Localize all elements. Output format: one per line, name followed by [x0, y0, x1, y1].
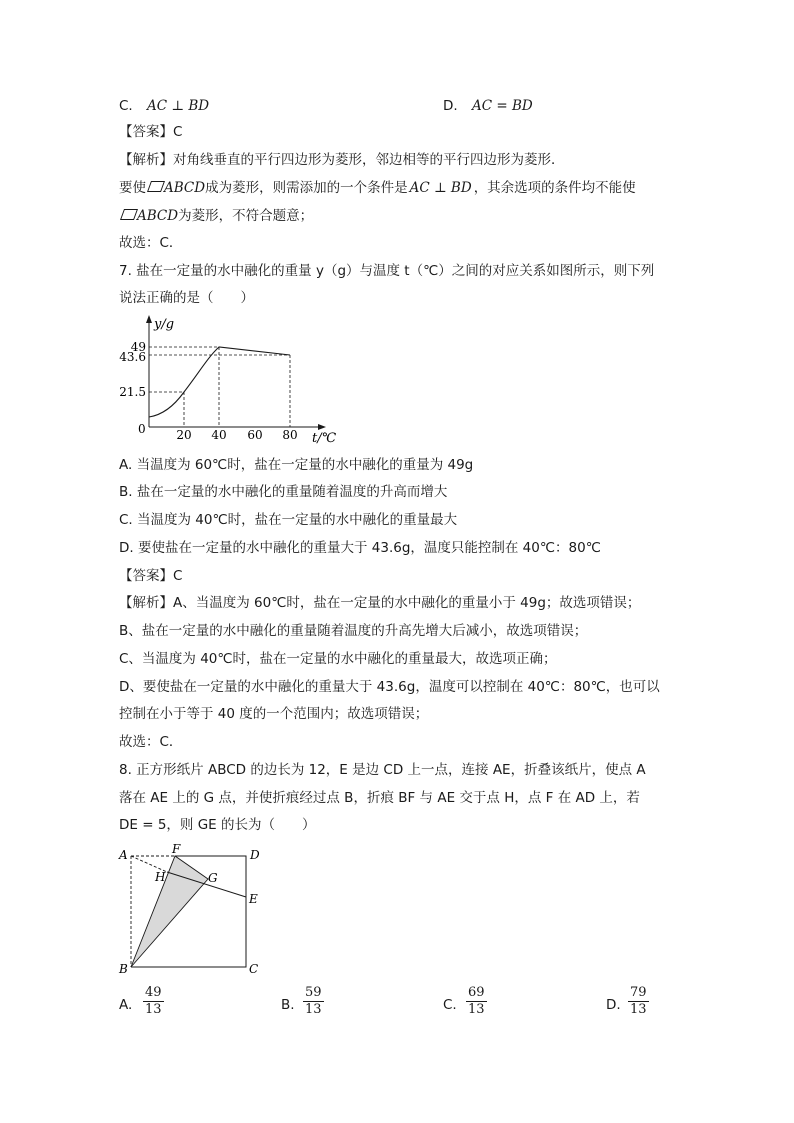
- denominator: 13: [468, 1002, 485, 1017]
- origin-label: 0: [138, 422, 146, 436]
- q7-graph: [118, 312, 348, 446]
- text-run: 为菱形，不符合题意；: [178, 208, 314, 224]
- text-run: ABCD: [164, 180, 206, 196]
- q8-stem-line-1: 8. 正方形纸片 ABCD 的边长为 12，E 是边 CD 上一点，连接 AE，折叠该纸片，使点 A: [119, 762, 646, 778]
- q6-analysis-line-3: [119, 206, 313, 226]
- q7-stem-line-2: 说法正确的是（ ）: [119, 290, 254, 306]
- q7-analysis-line-4: D、要使盐在一定量的水中融化的重量大于 43.6g，温度可以控制在 40℃：80℃，也可以: [119, 679, 660, 695]
- y-axis-arrow: [146, 315, 152, 323]
- option-fraction: [303, 985, 324, 1018]
- option-label: C.: [119, 98, 133, 114]
- x-axis-arrow: [318, 424, 326, 430]
- option-label: D.: [606, 997, 621, 1013]
- q7-conclusion: 故选：C．: [119, 734, 183, 750]
- q8-figure: [115, 842, 265, 978]
- label-c: C: [249, 962, 259, 976]
- text-run: 成为菱形，则需添加的一个条件是: [205, 180, 408, 196]
- x-tick-80: 80: [282, 428, 298, 442]
- text-run: AC ⊥ BD: [409, 180, 472, 196]
- y-tick-43-6: 43.6: [119, 350, 146, 364]
- q7-analysis-line-5: 控制在小于等于 40 度的一个范围内；故选项错误；: [119, 706, 429, 722]
- text-run: 要使: [119, 180, 146, 196]
- q6-answer: 【答案】C: [119, 124, 183, 140]
- guide-lines: [149, 347, 290, 427]
- q6-option-d: [443, 96, 533, 116]
- option-label: A.: [119, 997, 133, 1013]
- q8-stem-line-3: DE = 5，则 GE 的长为（ ）: [119, 817, 316, 833]
- q8-stem-line-2: 落在 AE 上的 G 点，并使折痕经过点 B，折痕 BF 与 AE 交于点 H，点 F 在 AD 上，若: [119, 790, 640, 806]
- option-fraction: [628, 985, 649, 1018]
- denominator: 13: [630, 1002, 647, 1017]
- option-fraction: [143, 985, 164, 1018]
- numerator: 59: [305, 985, 322, 1000]
- option-label: D.: [443, 98, 458, 114]
- x-tick-40: 40: [211, 428, 227, 442]
- parallelogram-icon: [147, 181, 165, 192]
- q7-analysis-line-1: 【解析】A、当温度为 60℃时，盐在一定量的水中融化的重量小于 49g；故选项错误；: [119, 595, 641, 611]
- label-b: B: [119, 962, 128, 976]
- option-label: B.: [281, 997, 295, 1013]
- x-axis-label: t/℃: [312, 431, 337, 446]
- q7-option-a: A. 当温度为 60℃时，盐在一定量的水中融化的重量为 49g: [119, 457, 474, 473]
- numerator: 79: [630, 985, 647, 1000]
- option-label: C.: [443, 997, 457, 1013]
- label-a: A: [119, 848, 128, 862]
- y-tick-49: 49: [130, 340, 146, 354]
- q6-analysis-line-1: 【解析】对角线垂直的平行四边形为菱形，邻边相等的平行四边形为菱形．: [119, 152, 565, 168]
- numerator: 49: [145, 985, 162, 1000]
- q6-option-c: [119, 96, 209, 116]
- label-f: F: [172, 842, 181, 856]
- option-text: AC = BD: [471, 98, 533, 114]
- q6-conclusion: 故选：C．: [119, 235, 183, 251]
- text-run: ABCD: [137, 208, 179, 224]
- q7-stem-line-1: 7. 盐在一定量的水中融化的重量 y（g）与温度 t（℃）之间的对应关系如图所示，则下列: [119, 263, 655, 279]
- q7-option-b: B. 盐在一定量的水中融化的重量随着温度的升高而增大: [119, 484, 448, 500]
- label-g: G: [208, 871, 218, 885]
- q7-option-c: C. 当温度为 40℃时，盐在一定量的水中融化的重量最大: [119, 512, 458, 528]
- solubility-curve: [149, 347, 290, 417]
- x-tick-20: 20: [176, 428, 192, 442]
- text-run: ，其余选项的条件均不能使: [473, 180, 636, 196]
- label-d: D: [250, 848, 260, 862]
- label-h: H: [155, 870, 166, 884]
- option-fraction: [466, 985, 487, 1018]
- numerator: 69: [468, 985, 485, 1000]
- parallelogram-icon: [120, 209, 138, 220]
- option-text: AC ⊥ BD: [147, 98, 210, 114]
- y-axis-label: y/g: [154, 317, 175, 332]
- label-e: E: [249, 892, 258, 906]
- q7-option-d: D. 要使盐在一定量的水中融化的重量大于 43.6g，温度只能控制在 40℃：80℃: [119, 540, 601, 556]
- x-tick-60: 60: [247, 428, 263, 442]
- q7-answer: 【答案】C: [119, 568, 183, 584]
- y-tick-21-5: 21.5: [119, 385, 146, 399]
- q7-analysis-line-2: B、盐在一定量的水中融化的重量随着温度的升高先增大后减小，故选项错误；: [119, 623, 588, 639]
- denominator: 13: [145, 1002, 162, 1017]
- denominator: 13: [305, 1002, 322, 1017]
- q6-analysis-line-2: [119, 178, 636, 198]
- q7-analysis-line-3: C、当温度为 40℃时，盐在一定量的水中融化的重量最大，故选项正确；: [119, 651, 557, 667]
